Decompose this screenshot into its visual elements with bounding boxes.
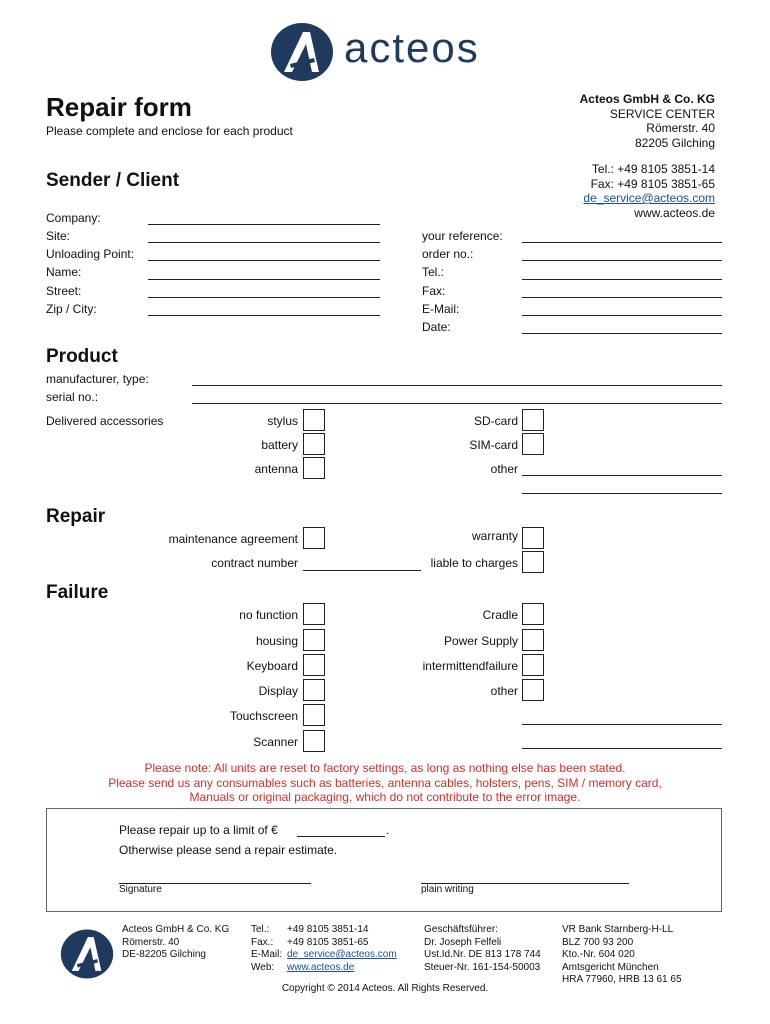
- street-field[interactable]: [148, 297, 380, 298]
- signature-label: Signature: [119, 884, 162, 895]
- order-no-field[interactable]: [522, 260, 722, 261]
- contract-number-label: contract number: [211, 556, 298, 570]
- note-line-2: Please send us any consumables such as batteries, antenna cables, holsters, pens, SIM / memory card,: [108, 775, 662, 790]
- product-other-label: other: [490, 462, 518, 476]
- sender-label-reference: your reference:: [422, 229, 503, 243]
- antenna-checkbox[interactable]: [303, 457, 325, 479]
- footer-bank-name: VR Bank Starnberg-H-LL: [562, 924, 674, 935]
- contract-number-field[interactable]: [303, 570, 421, 571]
- footer-vat-id: Ust.Id.Nr. DE 813 178 744: [424, 949, 541, 960]
- sender-heading: Sender / Client: [46, 170, 180, 191]
- failure-other-field[interactable]: [522, 724, 722, 725]
- sender-label-order: order no.:: [422, 247, 474, 261]
- date-field[interactable]: [522, 333, 722, 334]
- serial-field[interactable]: [192, 403, 722, 404]
- footer-management: [424, 924, 541, 974]
- note-text: [0, 761, 770, 805]
- display-label: Display: [258, 684, 298, 698]
- power-supply-checkbox[interactable]: [522, 629, 544, 651]
- page-title: Repair form: [46, 92, 192, 122]
- sender-label-email: E-Mail:: [422, 302, 460, 316]
- footer-contact-values: [287, 924, 397, 974]
- footer-web-link[interactable]: www.acteos.de: [287, 961, 355, 973]
- serial-label: serial no.:: [46, 390, 99, 404]
- company-field[interactable]: [148, 224, 380, 225]
- acteos-logo-icon: [270, 22, 334, 82]
- limit-end: .: [386, 823, 390, 837]
- footer-bank: [562, 924, 682, 987]
- note-line-1: Please note: All units are reset to factory settings, as long as nothing else has been stated.: [144, 761, 626, 775]
- sender-label-company: Company:: [46, 211, 101, 225]
- scanner-label: Scanner: [253, 735, 298, 749]
- sender-label-name: Name:: [46, 265, 82, 279]
- company-address: [580, 92, 715, 150]
- manufacturer-label: manufacturer, type:: [46, 372, 149, 386]
- company-email-link[interactable]: de_service@acteos.com: [583, 191, 715, 205]
- footer-blz: BLZ 700 93 200: [562, 936, 634, 948]
- footer-tel: +49 8105 3851-14: [287, 924, 369, 935]
- product-other-field-2[interactable]: [522, 493, 722, 494]
- footer-company-name: Acteos GmbH & Co. KG: [122, 924, 230, 935]
- sender-label-tel: Tel.:: [422, 265, 445, 279]
- company-street: Römerstr. 40: [646, 121, 715, 135]
- footer-email-label: E-Mail:: [251, 949, 283, 960]
- battery-checkbox[interactable]: [303, 433, 325, 455]
- footer-fax-label: Fax.:: [251, 936, 274, 948]
- no-function-label: no function: [239, 608, 298, 622]
- keyboard-label: Keyboard: [246, 659, 298, 673]
- sim-card-label: SIM-card: [469, 438, 518, 452]
- stylus-checkbox[interactable]: [303, 409, 325, 431]
- company-city: 82205 Gilching: [634, 135, 715, 150]
- sender-label-date: Date:: [422, 320, 451, 334]
- limit-text: Please repair up to a limit of €: [119, 823, 278, 837]
- otherwise-text: Otherwise please send a repair estimate.: [119, 843, 338, 857]
- footer-tel-label: Tel.:: [251, 924, 270, 935]
- failure-other-checkbox[interactable]: [522, 679, 544, 701]
- reference-field[interactable]: [522, 242, 722, 243]
- unloading-point-field[interactable]: [148, 260, 380, 261]
- maintenance-checkbox[interactable]: [303, 527, 325, 549]
- footer-tax-no: Steuer-Nr. 161-154-50003: [424, 961, 541, 973]
- touchscreen-checkbox[interactable]: [303, 704, 325, 726]
- no-function-checkbox[interactable]: [303, 603, 325, 625]
- housing-label: housing: [255, 634, 298, 648]
- touchscreen-label: Touchscreen: [229, 709, 298, 723]
- maintenance-label: maintenance agreement: [168, 532, 298, 546]
- power-supply-label: Power Supply: [443, 634, 518, 648]
- footer-contact-labels: [251, 924, 282, 974]
- fax-field[interactable]: [522, 297, 722, 298]
- repair-heading: Repair: [46, 506, 106, 527]
- company-name: Acteos GmbH & Co. KG: [579, 92, 715, 106]
- tel-field[interactable]: [522, 279, 722, 280]
- plain-writing-label: plain writing: [421, 884, 474, 895]
- company-contact: [583, 162, 715, 220]
- keyboard-checkbox[interactable]: [303, 654, 325, 676]
- copyright: Copyright © 2014 Acteos. All Rights Reserved.: [281, 983, 489, 994]
- zip-city-field[interactable]: [148, 315, 380, 316]
- product-other-field[interactable]: [522, 475, 722, 476]
- cradle-label: Cradle: [482, 608, 518, 622]
- sd-card-checkbox[interactable]: [522, 409, 544, 431]
- sd-card-label: SD-card: [473, 414, 518, 428]
- failure-heading: Failure: [46, 582, 109, 603]
- sender-label-zip: Zip / City:: [46, 302, 97, 316]
- sender-label-site: Site:: [46, 229, 71, 243]
- footer-md-name: Dr. Joseph Felfeli: [424, 936, 502, 948]
- intermittent-failure-checkbox[interactable]: [522, 654, 544, 676]
- accessories-label: Delivered accessories: [46, 414, 164, 428]
- footer-company-street: Römerstr. 40: [122, 936, 180, 948]
- limit-amount-field[interactable]: [297, 836, 385, 837]
- cradle-checkbox[interactable]: [522, 603, 544, 625]
- intermittent-failure-label: intermittendfailure: [422, 659, 518, 673]
- footer-md-label: Geschäftsführer:: [424, 924, 498, 935]
- display-checkbox[interactable]: [303, 679, 325, 701]
- antenna-label: antenna: [254, 462, 298, 476]
- footer-company: [122, 924, 229, 962]
- name-field[interactable]: [148, 279, 380, 280]
- note-line-3: Manuals or original packaging, which do not contribute to the error image.: [189, 790, 581, 804]
- warranty-checkbox[interactable]: [522, 527, 544, 549]
- liable-label: liable to charges: [430, 556, 518, 570]
- company-web: www.acteos.de: [634, 205, 715, 220]
- logo-text: acteos: [344, 24, 480, 71]
- scanner-checkbox[interactable]: [303, 730, 325, 752]
- warranty-label: warranty: [471, 529, 518, 543]
- footer-account: Kto.-Nr. 604 020: [562, 949, 635, 960]
- stylus-label: stylus: [267, 414, 298, 428]
- email-field[interactable]: [522, 315, 722, 316]
- sim-card-checkbox[interactable]: [522, 433, 544, 455]
- acteos-logo: [270, 22, 510, 82]
- housing-checkbox[interactable]: [303, 629, 325, 651]
- footer-email-link[interactable]: de_service@acteos.com: [287, 949, 397, 960]
- footer-registry: HRA 77960, HRB 13 61 65: [562, 974, 682, 985]
- battery-label: battery: [261, 438, 298, 452]
- liable-checkbox[interactable]: [522, 551, 544, 573]
- sender-label-unloading: Unloading Point:: [46, 247, 135, 261]
- company-tel: Tel.: +49 8105 3851-14: [591, 162, 715, 176]
- failure-other-field-2[interactable]: [522, 748, 722, 749]
- footer-company-city: DE-82205 Gilching: [122, 949, 206, 960]
- sender-label-fax: Fax:: [422, 284, 446, 298]
- company-fax: Fax: +49 8105 3851-65: [590, 176, 715, 191]
- site-field[interactable]: [148, 242, 380, 243]
- manufacturer-field[interactable]: [192, 385, 722, 386]
- page-subtitle: Please complete and enclose for each product: [46, 124, 293, 138]
- company-dept: SERVICE CENTER: [609, 106, 715, 121]
- footer-logo-icon: [60, 928, 114, 980]
- footer-web-label: Web:: [251, 961, 275, 973]
- product-heading: Product: [46, 346, 118, 367]
- failure-other-label: other: [490, 684, 518, 698]
- sender-label-street: Street:: [46, 284, 82, 298]
- footer-fax: +49 8105 3851-65: [287, 936, 369, 948]
- footer-court: Amtsgericht München: [562, 961, 659, 973]
